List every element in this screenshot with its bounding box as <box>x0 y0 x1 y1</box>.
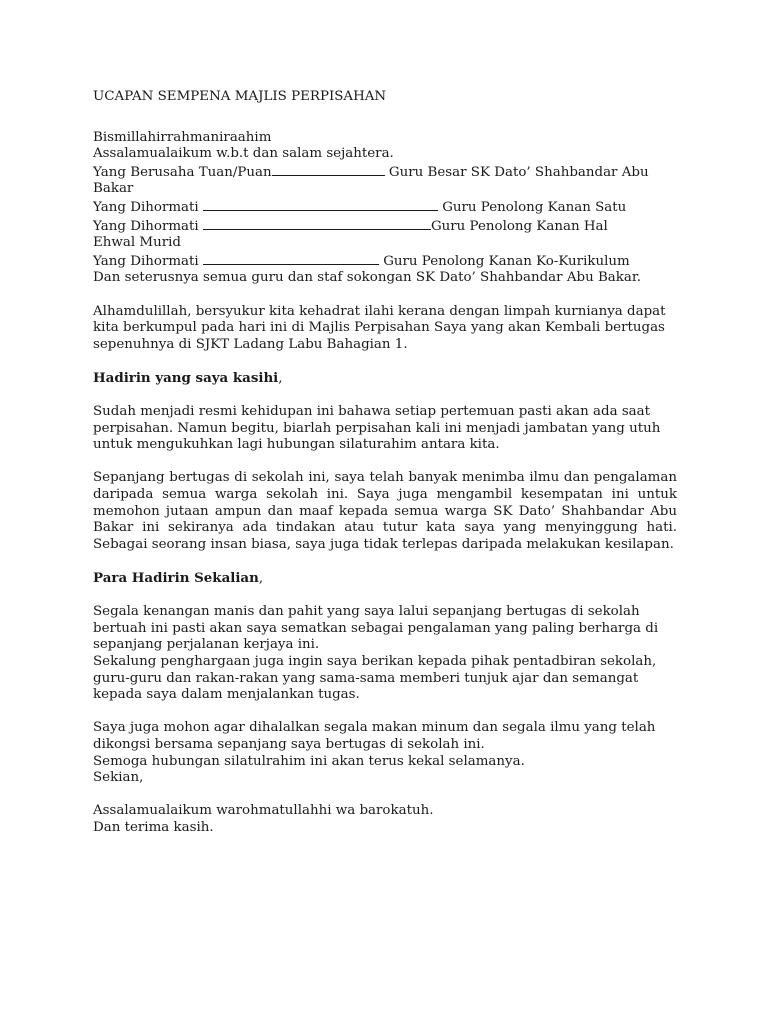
paragraph-alhamdulillah: Alhamdulillah, bersyukur kita kehadrat ilahi kerana dengan limpah kurnianya dapat kita berkumpul pada hari ini di Majlis Perpisahan Saya yang akan Kembali bertugas sepenuhnya di SJKT Ladang Labu Bahagian 1. <box>93 303 666 352</box>
bismillah-line: Bismillahirrahmaniraahim <box>93 129 272 145</box>
guru-besar-cont: Bakar <box>93 181 134 197</box>
gpk1-prefix: Yang Dihormati <box>93 199 203 215</box>
paragraph-saya-juga: Saya juga mohon agar dihalalkan segala makan minum dan segala ilmu yang telah dikongsi bersama sepanjang saya bertugas di sekolah ini. <box>93 720 656 752</box>
terima-kasih: Dan terima kasih. <box>93 819 214 835</box>
spacer <box>93 353 677 370</box>
sekian-line: Sekian, <box>93 770 144 786</box>
paragraph-sepanjang: Sepanjang bertugas di sekolah ini, saya telah banyak menimba ilmu dan pengalaman daripada semua warga sekolah ini. Saya juga mengambil kesempatan ini untuk memohon jutaan ampun dan maaf kepada semua warga SK Dato’ Shahbandar Abu Bakar ini sekiranya ada tindakan atau tutur kata saya yang menyinggung hati. Sebagai seorang insan biasa, saya juga tidak terlepas daripada melakukan kesilapan. <box>93 470 677 552</box>
gpk1-line <box>93 198 677 217</box>
spacer <box>93 106 677 130</box>
spacer <box>93 454 677 471</box>
gpk-koko-suffix: Guru Penolong Kanan Ko-Kurikulum <box>378 253 630 269</box>
gpk-hem-prefix: Yang Dihormati <box>93 218 203 234</box>
spacer <box>93 388 677 405</box>
guru-besar-blank <box>272 163 385 176</box>
heading-hadirin-comma: , <box>278 370 283 386</box>
paragraph-semoga: Semoga hubungan silatulrahim ini akan terus kekal selamanya. <box>93 753 525 769</box>
gpk-koko-blank <box>203 252 379 265</box>
spacer <box>93 588 677 605</box>
gpk1-blank <box>203 198 438 211</box>
paragraph-sekalung: Sekalung penghargaan juga ingin saya berikan kepada pihak pentadbiran sekolah, guru-guru dan rakan-rakan yang sama-sama memberi tunjuk ajar dan semangat kepada saya dalam menjalankan tugas. <box>93 654 657 703</box>
gpk-hem-suffix: Guru Penolong Kanan Hal <box>430 218 608 234</box>
gpk-koko-line <box>93 252 677 271</box>
staff-line: Dan seterusnya semua guru dan staf sokongan SK Dato’ Shahbandar Abu Bakar. <box>93 270 642 286</box>
gpk-hem-cont: Ehwal Murid <box>93 235 181 251</box>
heading-hadirin-text: Hadirin yang saya kasihi <box>93 369 279 386</box>
document-page <box>93 89 677 837</box>
guru-besar-suffix: Guru Besar SK Dato’ Shahbandar Abu <box>384 164 649 180</box>
opening-block <box>93 130 677 287</box>
heading-para-hadirin-text: Para Hadirin Sekalian <box>93 570 259 587</box>
spacer <box>93 287 677 304</box>
salam-line: Assalamualaikum w.b.t dan salam sejahtera. <box>93 146 394 162</box>
gpk-hem-blank <box>203 217 431 230</box>
spacer <box>93 787 677 804</box>
gpk-koko-prefix: Yang Dihormati <box>93 253 203 269</box>
guru-besar-prefix: Yang Berusaha Tuan/Puan <box>93 164 272 180</box>
gpk-hem-line <box>93 217 677 236</box>
paragraph-sudah: Sudah menjadi resmi kehidupan ini bahawa setiap pertemuan pasti akan ada saat perpisahan. Namun begitu, biarlah perpisahan kali ini menjadi jambatan yang utuh untuk mengukuhkan lagi hubungan silaturahim antara kita. <box>93 404 661 453</box>
paragraph-segala: Segala kenangan manis dan pahit yang saya lalui sepanjang bertugas di sekolah bertuah ini pasti akan saya sematkan sebagai pengalaman yang paling berharga di sepanjang perjalanan kerjaya ini. <box>93 604 659 653</box>
gpk1-suffix: Guru Penolong Kanan Satu <box>437 199 627 215</box>
heading-para-hadirin-comma: , <box>258 571 264 587</box>
spacer <box>93 553 677 570</box>
document-title: UCAPAN SEMPENA MAJLIS PERPISAHAN <box>93 89 387 104</box>
heading-para-hadirin <box>93 570 677 588</box>
heading-hadirin <box>93 370 677 388</box>
spacer <box>93 704 677 721</box>
guru-besar-line <box>93 163 677 182</box>
closing-salam: Assalamualaikum warohmatullahhi wa barokatuh. <box>93 803 434 819</box>
